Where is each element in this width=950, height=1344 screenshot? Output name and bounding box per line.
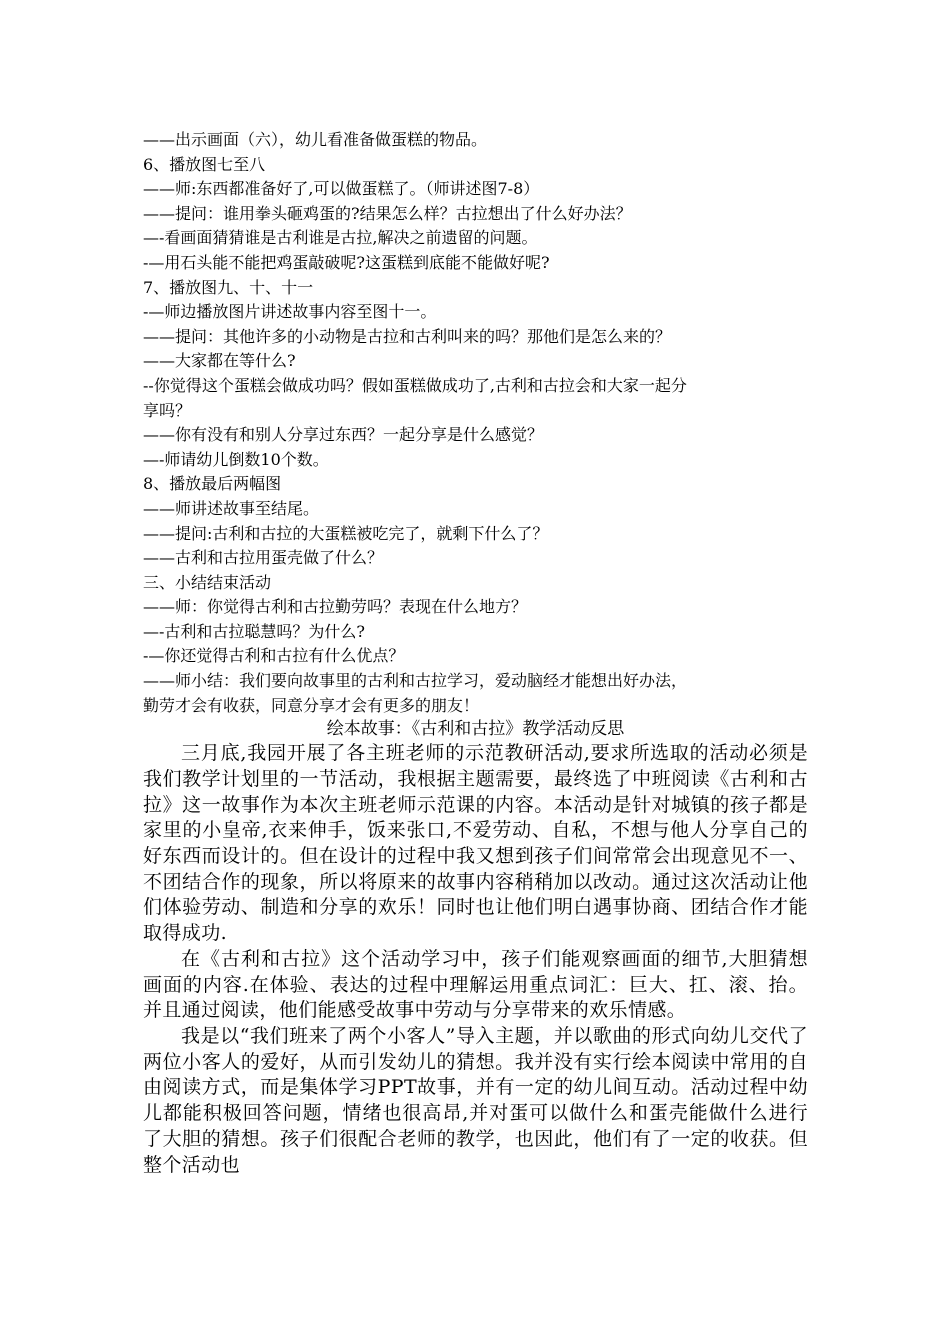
reflection-body xyxy=(143,741,808,1178)
text-line: 勤劳才会有收获，同意分享才会有更多的朋友！ xyxy=(143,695,480,715)
text-line: 7、播放图九、十、十一 xyxy=(143,277,314,297)
text-line: —-古利和古拉聪慧吗？为什么? xyxy=(143,621,365,641)
document-page xyxy=(143,128,808,1178)
text-line: --你觉得这个蛋糕会做成功吗？假如蛋糕做成功了,古利和古拉会和大家一起分 xyxy=(143,375,687,395)
text-line: ——师:东西都准备好了,可以做蛋糕了。（师讲述图7-8） xyxy=(143,179,540,199)
reflection-paragraph: 三月底,我园开展了各主班老师的示范教研活动,要求所选取的活动必须是我们教学计划里的一节活动，我根据主题需要，最终选了中班阅读《古利和古拉》这一故事作为本次主班老师示范课的内容。本活动是针对城镇的孩子都是家里的小皇帝,衣来伸手，饭来张口,不爱劳动、自私，不想与他人分享自己的好东西而设计的。但在设计的过程中我又想到孩子们间常常会出现意见不一、不团结合作的现象，所以将原来的故事内容稍稍加以改动。通过这次活动让他们体验劳动、制造和分享的欢乐！同时也让他们明白遇事协商、团结合作才能取得成功. xyxy=(143,742,808,945)
text-line: ——师讲述故事至结尾。 xyxy=(143,498,320,518)
lesson-steps xyxy=(143,128,808,718)
text-line: ——古利和古拉用蛋壳做了什么？ xyxy=(143,548,384,568)
text-line: ——提问:古利和古拉的大蛋糕被吃完了，就剩下什么了？ xyxy=(143,523,549,543)
text-line: -—你还觉得古利和古拉有什么优点？ xyxy=(143,646,405,666)
text-line: 8、播放最后两幅图 xyxy=(143,474,282,494)
text-line: —-看画面猜猜谁是古利谁是古拉,解决之前遗留的问题。 xyxy=(143,228,538,248)
reflection-title: 绘本故事：《古利和古拉》教学活动反思 xyxy=(326,719,625,740)
text-line: ——提问：谁用拳头砸鸡蛋的?结果怎么样？古拉想出了什么好办法？ xyxy=(143,203,632,223)
text-line: 6、播放图七至八 xyxy=(143,154,266,174)
text-line: -—师边播放图片讲述故事内容至图十一。 xyxy=(143,302,437,322)
text-line: -—用石头能不能把鸡蛋敲破呢?这蛋糕到底能不能做好呢? xyxy=(143,252,550,272)
reflection-paragraph: 在《古利和古拉》这个活动学习中，孩子们能观察画面的细节,大胆猜想画面的内容.在体验、表达的过程中理解运用重点词汇：巨大、扛、滚、抬。并且通过阅读，他们能感受故事中劳动与分享带来的欢乐情感。 xyxy=(143,947,808,1022)
text-line: ——你有没有和别人分享过东西？一起分享是什么感觉？ xyxy=(143,425,544,445)
text-line: ——师小结：我们要向故事里的古利和古拉学习，爱动脑经才能想出好办法， xyxy=(143,671,688,691)
text-line: ——师：你觉得古利和古拉勤劳吗？表现在什么地方？ xyxy=(143,597,528,617)
text-line: ——提问：其他许多的小动物是古拉和古利叫来的吗？那他们是怎么来的？ xyxy=(143,326,672,346)
reflection-paragraph: 我是以“我们班来了两个小客人”导入主题，并以歌曲的形式向幼儿交代了两位小客人的爱好，从而引发幼儿的猜想。我并没有实行绘本阅读中常用的自由阅读方式，而是集体学习PPT故事，并有一定的幼儿间互动。活动过程中幼儿都能积极回答问题，情绪也很高昂,并对蛋可以做什么和蛋壳能做什么进行了大胆的猜想。孩子们很配合老师的教学，也因此，他们有了一定的收获。但整个活动也 xyxy=(143,1024,808,1176)
text-line: ——出示画面（六），幼儿看准备做蛋糕的物品。 xyxy=(143,130,488,149)
text-line: 享吗？ xyxy=(143,400,192,420)
text-line: —-师请幼儿倒数10个数。 xyxy=(143,449,329,469)
text-line: ——大家都在等什么? xyxy=(143,351,296,371)
text-line: 三、小结结束活动 xyxy=(143,572,272,592)
